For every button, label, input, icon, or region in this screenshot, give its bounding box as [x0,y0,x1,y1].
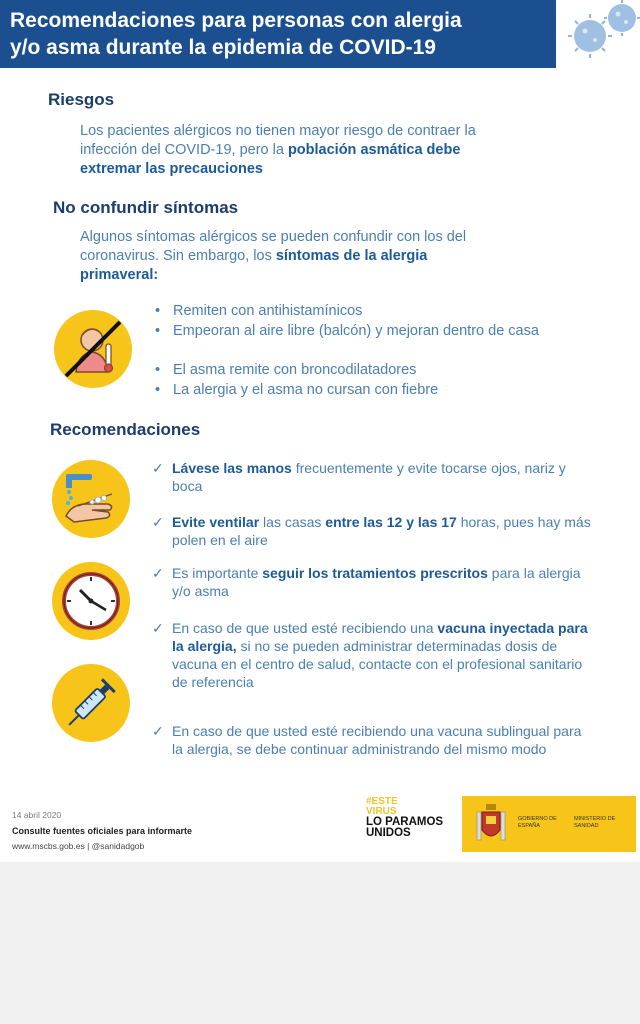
sintomas-line-3: primaveral: [80,267,159,283]
sintomas-line-1: Algunos síntomas alérgicos se pueden confundir con los del [80,229,467,245]
sintomas-text [80,228,560,285]
bullet-item: • Remiten con antihistamínicos [155,303,363,319]
ministry-text: MINISTERIO DE SANIDAD [574,816,616,829]
recommendation-item: ✓ En caso de que usted esté recibiendo una vacuna inyectada para la alergia, si no se pueden administrar determinadas dosis de vacuna en el centro de salud, contacte con el profesional sanitario de referencia [152,620,588,690]
riesgos-text [80,122,560,179]
clock-icon [52,562,130,640]
website-handle: www.mscbs.gob.es | @sanidadgob [12,841,145,851]
source-note: Consulte fuentes oficiales para informarte [12,826,193,836]
recommendation-item: ✓ Lávese las manos frecuentemente y evite tocarse ojos, nariz y boca [152,460,566,494]
gov-text: GOBIERNO DE ESPAÑA [518,816,557,829]
title-line-2: y/o asma durante la epidemia de COVID-19 [10,36,436,59]
recommendation-item: ✓ Es importante seguir los tratamientos prescritos para la alergia y/o asma [152,565,581,599]
header-banner [0,0,556,68]
recommendation-item: ✓ En caso de que usted esté recibiendo una vacuna sublingual para la alergia, se debe continuar administrando del mismo modo [152,723,582,757]
riesgos-line-2: infección del COVID-19, pero la población asmática debe [80,142,461,158]
riesgos-line-3: extremar las precauciones [80,161,263,177]
girl-thermometer-icon [54,310,132,388]
publication-date: 14 abril 2020 [12,810,62,820]
title-line-1: Recomendaciones para personas con alergia [10,9,462,32]
heading-recomendaciones: Recomendaciones [50,420,201,439]
sintomas-line-2: coronavirus. Sin embargo, los síntomas de la alergia [80,248,428,264]
heading-sintomas: No confundir síntomas [53,198,239,217]
campaign-slogan: LO PARAMOS UNIDOS [366,816,444,839]
heading-riesgos: Riesgos [48,90,115,109]
government-logo-block [462,796,636,852]
syringe-icon [52,664,130,742]
hand-washing-icon [52,460,130,538]
bullet-item: • Empeoran al aire libre (balcón) y mejoran dentro de casa [155,323,539,339]
riesgos-line-1: Los pacientes alérgicos no tienen mayor riesgo de contraer la [80,123,476,139]
coronavirus-icon [566,0,640,70]
campaign-hashtag: #ESTE VIRUS [366,796,398,817]
bullet-item: • La alergia y el asma no cursan con fiebre [155,382,439,398]
bullet-item: • El asma remite con broncodilatadores [155,362,417,378]
spain-coat-of-arms-icon [474,802,508,846]
recommendation-item: ✓ Evite ventilar las casas entre las 12 y las 17 horas, pues hay más polen en el aire [152,514,591,548]
